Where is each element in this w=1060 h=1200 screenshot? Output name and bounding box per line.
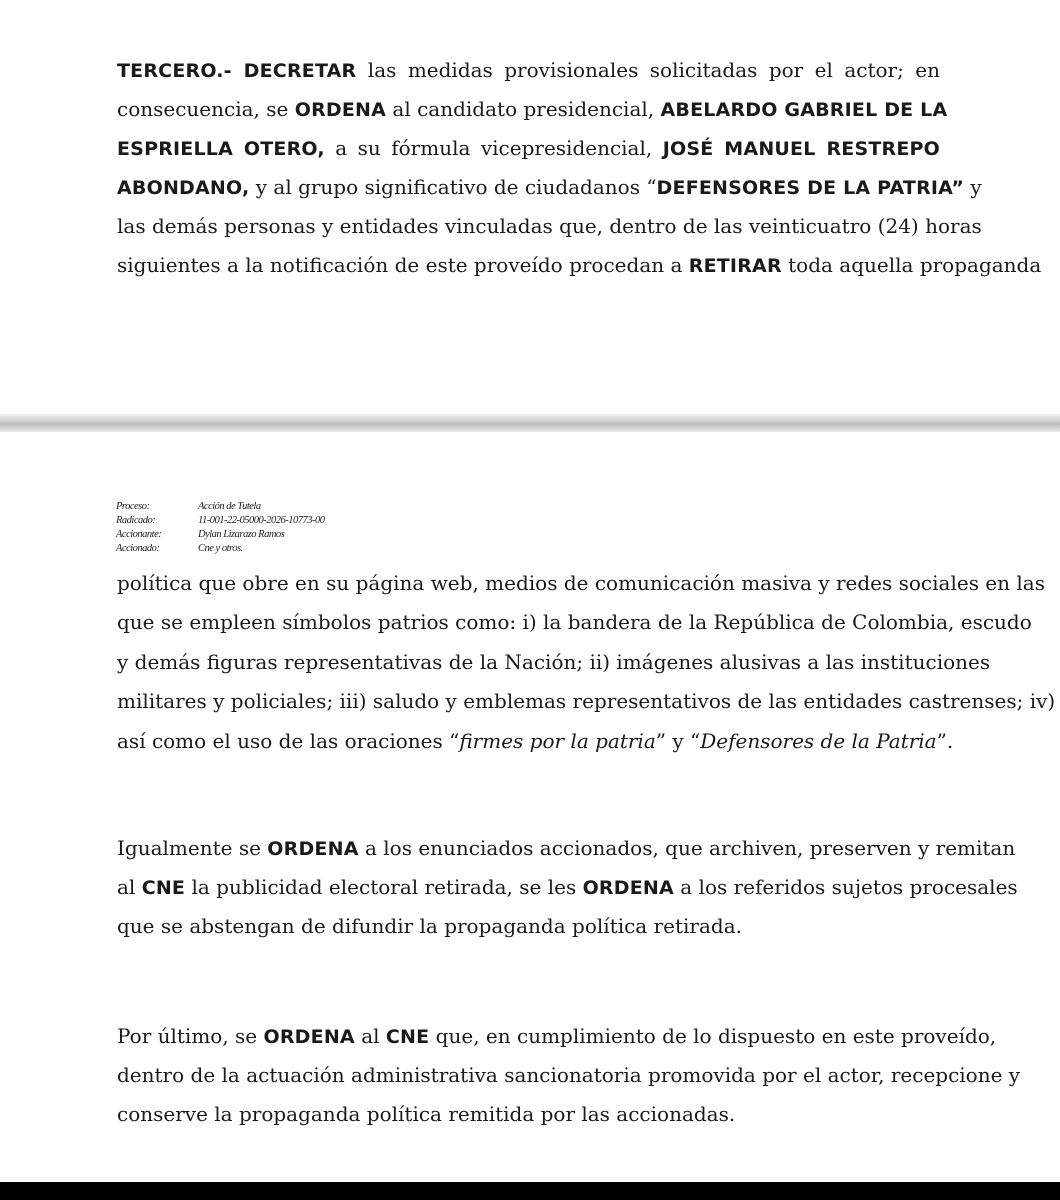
paragraph-tercero xyxy=(117,51,1042,285)
body-text: así como el uso de las oraciones “ xyxy=(117,728,460,753)
header-row-radicado xyxy=(116,514,324,528)
body-text: a los referidos sujetos procesales xyxy=(673,875,1018,899)
body-text: Por último, se xyxy=(117,1024,264,1048)
body-text: y al grupo significativo de ciudadanos “ xyxy=(249,175,657,199)
paragraph-por-ultimo xyxy=(117,1017,1021,1134)
body-text: militares y policiales; iii) saludo y emblemas representativos de las entidades castrenses; iv) xyxy=(117,689,1056,714)
italic-text: firmes por la patria xyxy=(459,728,656,753)
text-line xyxy=(117,1017,997,1056)
body-text: que se empleen símbolos patrios como: i) la bandera de la República de Colombia, escudo xyxy=(117,610,1032,635)
bold-text: ORDENA xyxy=(294,99,387,121)
header-label: Radicado: xyxy=(116,515,156,526)
bold-text: DEFENSORES DE LA PATRIA” xyxy=(656,177,965,199)
bold-text: ABELARDO GABRIEL DE LA xyxy=(660,99,948,121)
header-label: Proceso: xyxy=(116,501,150,512)
bold-text: ABONDANO, xyxy=(117,177,250,199)
text-line xyxy=(117,1095,940,1134)
header-label: Accionante: xyxy=(116,529,162,540)
bold-text: RETIRAR xyxy=(688,255,782,277)
paragraph-politica xyxy=(117,564,1056,761)
header-value: Acción de Tutela xyxy=(198,501,261,512)
body-text: a los enunciados accionados, que archiven, preserven y remitan xyxy=(358,836,1016,860)
header-value: 11-001-22-05000-2026-10773-00 xyxy=(198,515,325,526)
bottom-bar xyxy=(0,1182,1060,1200)
body-text: y demás figuras representativas de la Nación; ii) imágenes alusivas a las instituciones xyxy=(117,649,991,674)
body-text: las medidas provisionales solicitadas por el actor; en xyxy=(356,58,940,82)
bold-text: ORDENA xyxy=(263,1026,355,1048)
header-value: Dylan Lizarazo Ramos xyxy=(198,529,285,540)
text-line xyxy=(117,51,940,90)
bold-text: ESPRIELLA OTERO, xyxy=(117,138,325,160)
text-line xyxy=(117,168,982,207)
header-row-accionado xyxy=(116,542,324,556)
text-line xyxy=(117,682,1056,721)
page-separator xyxy=(0,414,1060,432)
header-label: Accionado: xyxy=(116,543,160,554)
body-text: las demás personas y entidades vinculadas que, dentro de las veinticuatro (24) horas xyxy=(117,214,982,238)
italic-text: Defensores de la Patria xyxy=(700,728,937,753)
body-text: ”. xyxy=(936,728,954,753)
bold-text: ORDENA xyxy=(267,838,359,860)
page-one xyxy=(0,0,1060,414)
header-value: Cne y otros. xyxy=(198,543,243,554)
text-line xyxy=(117,1056,1021,1095)
text-line xyxy=(117,246,1042,285)
body-text: y xyxy=(964,175,982,199)
paragraph-igualmente xyxy=(117,829,1018,946)
body-text: que se abstengan de difundir la propaganda política retirada. xyxy=(117,914,742,938)
body-text: al candidato presidencial, xyxy=(386,97,661,121)
body-text: al xyxy=(117,875,142,899)
text-line xyxy=(117,90,948,129)
bold-text: JOSÉ MANUEL RESTREPO xyxy=(662,138,940,160)
header-row-accionante xyxy=(116,528,324,542)
body-text: política que obre en su página web, medios de comunicación masiva y redes sociales en las xyxy=(117,571,1045,595)
body-text: la publicidad electoral retirada, se les xyxy=(185,875,583,899)
body-text: Igualmente se xyxy=(117,836,268,860)
body-text: dentro de la actuación administrativa sancionatoria promovida por el actor, recepcione y xyxy=(117,1063,1021,1087)
text-line xyxy=(117,722,954,761)
body-text: que, en cumplimiento de lo dispuesto en este proveído, xyxy=(429,1024,997,1048)
text-line xyxy=(117,643,991,682)
bold-text: TERCERO.- DECRETAR xyxy=(117,60,357,82)
body-text: siguientes a la notificación de este proveído procedan a xyxy=(117,253,689,277)
body-text: toda aquella propaganda xyxy=(781,253,1042,277)
bold-text: ORDENA xyxy=(582,877,674,899)
body-text: conserve la propaganda política remitida por las accionadas. xyxy=(117,1102,736,1126)
text-line xyxy=(117,907,940,946)
text-line xyxy=(117,829,1016,868)
text-line xyxy=(117,129,940,168)
case-header xyxy=(116,500,324,556)
body-text: al xyxy=(354,1024,386,1048)
text-line xyxy=(117,207,982,246)
body-text: consecuencia, se xyxy=(117,97,295,121)
text-line xyxy=(117,564,1045,603)
header-row-proceso xyxy=(116,500,324,514)
body-text: ” y “ xyxy=(655,728,701,753)
text-line xyxy=(117,868,1018,907)
text-line xyxy=(117,603,1032,642)
bold-text: CNE xyxy=(141,877,186,899)
bold-text: CNE xyxy=(385,1026,430,1048)
body-text: a su fórmula vicepresidencial, xyxy=(324,136,663,160)
